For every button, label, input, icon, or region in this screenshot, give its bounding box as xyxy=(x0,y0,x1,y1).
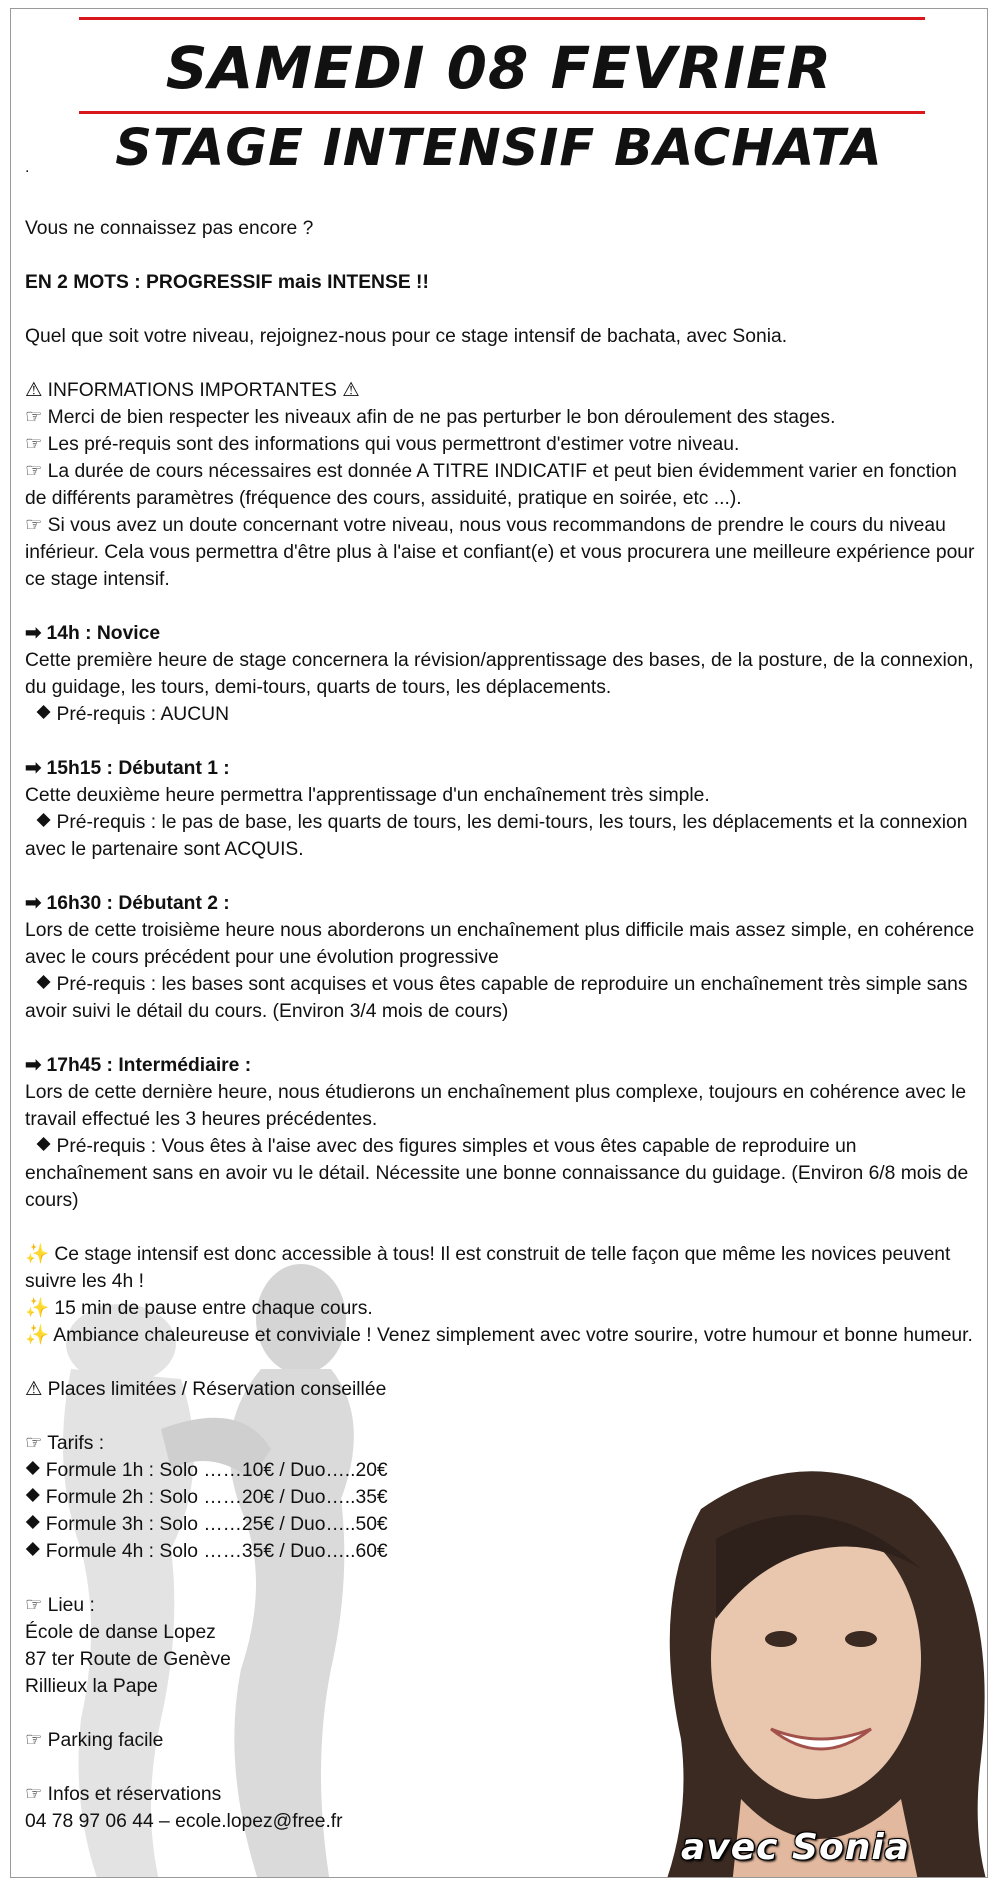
highlight-item: ✨ Ambiance chaleureuse et conviviale ! Venez simplement avec votre sourire, votre humour et bonne humeur. xyxy=(25,1325,973,1346)
top-red-rule xyxy=(79,17,925,20)
info-item: ☞ La durée de cours nécessaires est donnée A TITRE INDICATIF et peut bien évidemment varier en fonction de différents paramètres (fréquence des cours, assiduité, pratique en soirée, etc ...). xyxy=(25,461,957,509)
tarifs-heading: ☞ Tarifs : xyxy=(25,1433,105,1454)
tarif-item: ⯁ Formule 2h : Solo ……20€ / Duo…..35€ xyxy=(25,1487,388,1508)
session-description: Cette deuxième heure permettra l'apprentissage d'un enchaînement très simple. xyxy=(25,785,710,806)
intro-invitation: Quel que soit votre niveau, rejoignez-nous pour ce stage intensif de bachata, avec Sonia. xyxy=(25,326,788,347)
lieu-heading: ☞ Lieu : xyxy=(25,1595,95,1616)
flyer xyxy=(10,8,988,1878)
contact-line: 04 78 97 06 44 – ecole.lopez@free.fr xyxy=(25,1811,343,1832)
photo-caption: avec Sonia xyxy=(681,1827,910,1868)
info-item: ☞ Merci de bien respecter les niveaux afin de ne pas perturber le bon déroulement des stages. xyxy=(25,407,836,428)
session-prereq: ⯁ Pré-requis : les bases sont acquises et vous êtes capable de reproduire un enchaînement très simple sans avoir suivi le détail du cours. (Environ 3/4 mois de cours) xyxy=(25,974,973,1022)
session-heading-intermediaire: ➡ 17h45 : Intermédiaire : xyxy=(25,1055,252,1076)
lieu-line: École de danse Lopez xyxy=(25,1622,216,1643)
session-heading-novice: ➡ 14h : Novice xyxy=(25,623,161,644)
intro-question: Vous ne connaissez pas encore ? xyxy=(25,218,314,239)
session-prereq: ⯁ Pré-requis : le pas de base, les quarts de tours, les demi-tours, les tours, les déplacements et la connexion avec le partenaire sont ACQUIS. xyxy=(25,812,973,860)
flyer-body xyxy=(25,215,975,1835)
intro-tagline: EN 2 MOTS : PROGRESSIF mais INTENSE !! xyxy=(25,272,429,293)
contact-heading: ☞ Infos et réservations xyxy=(25,1784,222,1805)
highlight-item: ✨ 15 min de pause entre chaque cours. xyxy=(25,1298,373,1319)
page-title: SAMEDI 08 FEVRIER xyxy=(165,34,833,102)
places-notice: ⚠ Places limitées / Réservation conseillée xyxy=(25,1379,387,1400)
parking-note: ☞ Parking facile xyxy=(25,1730,164,1751)
session-description: Lors de cette troisième heure nous aborderons un enchaînement plus difficile mais assez simple, en cohérence avec le cours précédent pour une évolution progressive xyxy=(25,920,975,968)
lieu-line: Rillieux la Pape xyxy=(25,1676,158,1697)
session-prereq: ⯁ Pré-requis : Vous êtes à l'aise avec des figures simples et vous êtes capable de reproduire un enchaînement sans en avoir vu le détail. Nécessite une bonne connaissance du guidage. (Environ 6/8 mois de cours) xyxy=(25,1136,974,1211)
stray-dot: . xyxy=(25,159,30,176)
middle-red-rule xyxy=(79,111,925,114)
session-description: Lors de cette dernière heure, nous étudierons un enchaînement plus complexe, toujours en cohérence avec le travail effectué les 3 heures précédentes. xyxy=(25,1082,967,1130)
tarif-item: ⯁ Formule 4h : Solo ……35€ / Duo…..60€ xyxy=(25,1541,388,1562)
session-prereq: ⯁ Pré-requis : AUCUN xyxy=(25,704,230,725)
info-heading: ⚠ INFORMATIONS IMPORTANTES ⚠ xyxy=(25,380,360,401)
session-heading-debutant-1: ➡ 15h15 : Débutant 1 : xyxy=(25,758,230,779)
info-item: ☞ Si vous avez un doute concernant votre niveau, nous vous recommandons de prendre le cours du niveau inférieur. Cela vous permettra d'être plus à l'aise et confiant(e) et vous procurera une meilleure expérience pour ce stage intensif. xyxy=(25,515,975,590)
session-heading-debutant-2: ➡ 16h30 : Débutant 2 : xyxy=(25,893,230,914)
event-title: STAGE INTENSIF BACHATA xyxy=(115,119,883,178)
tarif-item: ⯁ Formule 1h : Solo ……10€ / Duo…..20€ xyxy=(25,1460,388,1481)
info-item: ☞ Les pré-requis sont des informations qui vous permettront d'estimer votre niveau. xyxy=(25,434,740,455)
tarif-item: ⯁ Formule 3h : Solo ……25€ / Duo…..50€ xyxy=(25,1514,388,1535)
lieu-line: 87 ter Route de Genève xyxy=(25,1649,231,1670)
session-description: Cette première heure de stage concernera la révision/apprentissage des bases, de la posture, de la connexion, du guidage, les tours, demi-tours, quarts de tours, les déplacements. xyxy=(25,650,974,698)
highlight-item: ✨ Ce stage intensif est donc accessible à tous! Il est construit de telle façon que même les novices peuvent suivre les 4h ! xyxy=(25,1244,951,1292)
